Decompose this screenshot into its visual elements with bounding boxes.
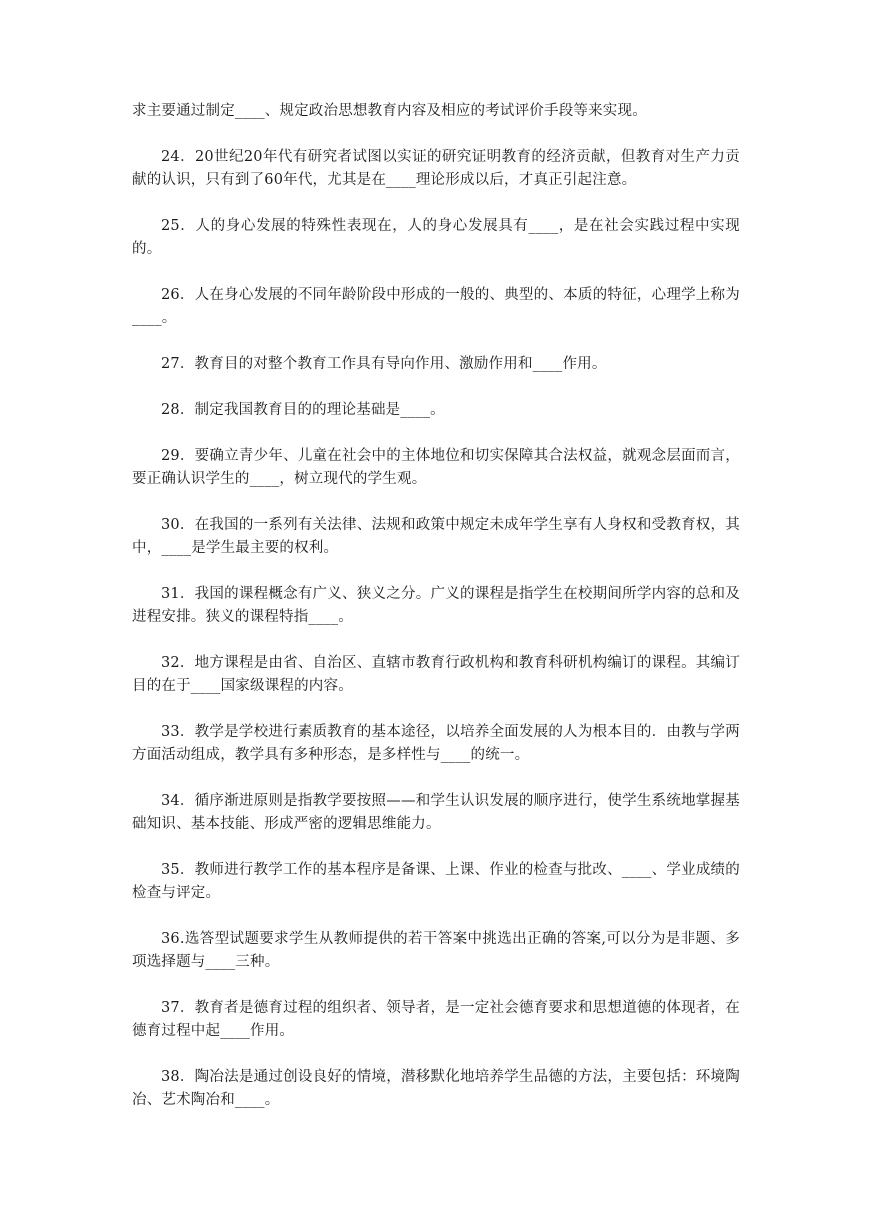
document-body [132, 100, 740, 1112]
question-32: 32．地方课程是由省、自治区、直辖市教育行政机构和教育科研机构编订的课程。其编订目的在于____国家级课程的内容。 [132, 655, 740, 694]
question-33: 33．教学是学校进行素质教育的基本途径，以培养全面发展的人为根本目的．由教与学两方面活动组成，教学具有多种形态，是多样性与____的统一。 [132, 724, 740, 763]
question-35: 35．教师进行教学工作的基本程序是备课、上课、作业的检查与批改、____、学业成绩的检查与评定。 [132, 862, 740, 901]
question-25: 25．人的身心发展的特殊性表现在，人的身心发展具有____，是在社会实践过程中实现的。 [132, 218, 740, 257]
question-31: 31．我国的课程概念有广义、狭义之分。广义的课程是指学生在校期间所学内容的总和及进程安排。狭义的课程特指____。 [132, 586, 740, 625]
question-28: 28．制定我国教育目的的理论基础是____。 [161, 402, 445, 418]
question-36: 36.选答型试题要求学生从教师提供的若干答案中挑选出正确的答案,可以分为是非题、多项选择题与____三种。 [132, 931, 740, 970]
question-38: 38．陶冶法是通过创设良好的情境，潜移默化地培养学生品德的方法，主要包括：环境陶冶、艺术陶冶和____。 [132, 1069, 740, 1108]
question-37: 37．教育者是德育过程的组织者、领导者，是一定社会德育要求和思想道德的体现者，在德育过程中起____作用。 [132, 1000, 740, 1039]
question-29: 29．要确立青少年、儿童在社会中的主体地位和切实保障其合法权益，就观念层面而言，要正确认识学生的____，树立现代的学生观。 [132, 448, 740, 487]
question-26: 26．人在身心发展的不同年龄阶段中形成的一般的、典型的、本质的特征，心理学上称为____。 [132, 287, 740, 326]
question-30: 30．在我国的一系列有关法律、法规和政策中规定未成年学生享有人身权和受教育权，其中，____是学生最主要的权利。 [132, 517, 740, 556]
question-24: 24．20世纪20年代有研究者试图以实证的研究证明教育的经济贡献，但教育对生产力贡献的认识，只有到了60年代，尤其是在____理论形成以后，才真正引起注意。 [132, 149, 740, 188]
question-34: 34．循序渐进原则是指教学要按照——和学生认识发展的顺序进行，使学生系统地掌握基础知识、基本技能、形成严密的逻辑思维能力。 [132, 793, 740, 832]
question-27: 27．教育目的对整个教育工作具有导向作用、激励作用和____作用。 [161, 356, 607, 372]
continuation-paragraph: 求主要通过制定____、规定政治思想教育内容及相应的考试评价手段等来实现。 [132, 103, 647, 119]
